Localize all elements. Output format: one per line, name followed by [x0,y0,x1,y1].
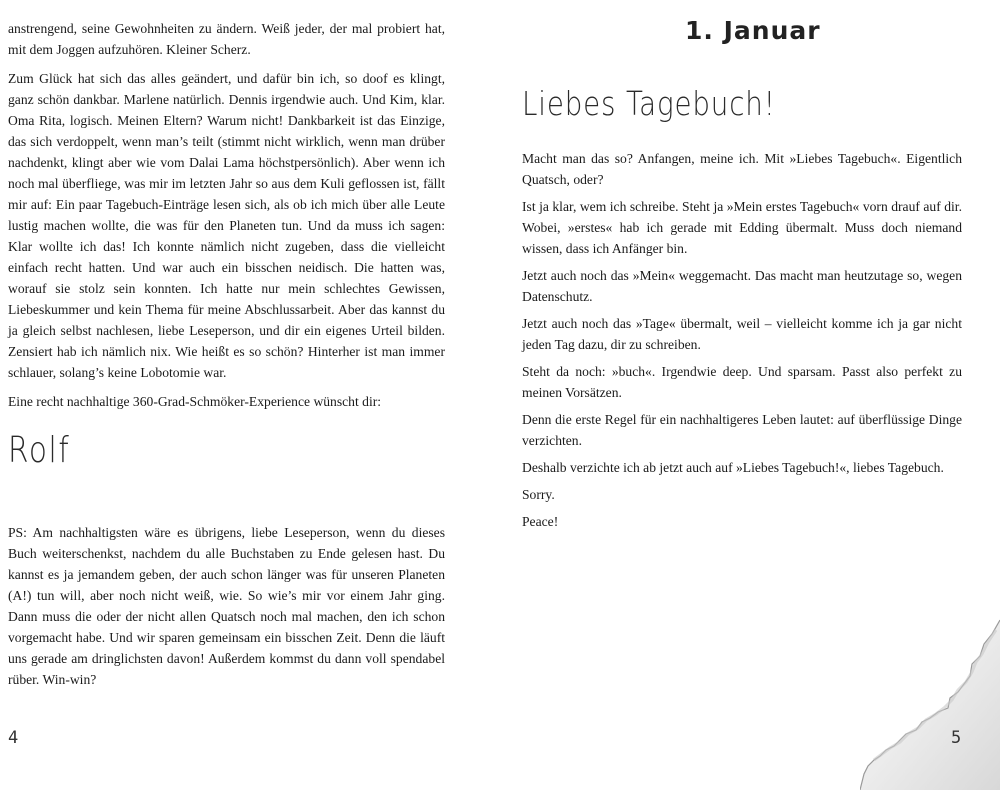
paragraph: Sorry. [522,487,555,502]
right-page [500,0,1000,800]
paragraph: Peace! [522,514,559,529]
diary-heading: Liebes Tagebuch! [522,84,776,123]
paragraph: Jetzt auch noch das »Tage« übermalt, weil – vielleicht komme ich ja gar nicht jeden Tag dazu, dir zu schreiben. [522,316,962,352]
chapter-title: 1. Januar [685,16,821,45]
page-number: 5 [951,728,962,748]
paragraph: Deshalb verzichte ich ab jetzt auch auf »Liebes Tagebuch!«, liebes Tagebuch. [522,460,944,475]
paragraph: Denn die erste Regel für ein nachhaltigeres Leben lautet: auf überflüssige Dinge verzichten. [522,412,962,448]
paragraph: Jetzt auch noch das »Mein« weggemacht. Das macht man heutzutage so, wegen Datenschutz. [522,268,962,304]
paragraph: Macht man das so? Anfangen, meine ich. Mit »Liebes Tagebuch«. Eigentlich Quatsch, oder? [522,151,962,187]
paragraph: Steht da noch: »buch«. Irgendwie deep. Und sparsam. Passt also perfekt zu meinen Vorsätzen. [522,364,962,400]
paragraph: PS: Am nachhaltigsten wäre es übrigens, liebe Leseperson, wenn du dieses Buch weiterschenkst, nachdem du alle Buchstaben zu Ende gelesen hast. Du kannst es ja jemandem geben, der auch schon länger was für unseren Planeten (A!) tun will, aber noch nicht weiß, wie. So wie’s mir vor einem Jahr ging. Dann muss die oder der nicht allen Quatsch noch mal machen, den ich schon vorgemacht habe. Und wir sparen gemeinsam ein bisschen Zeit. Denn die läuft uns gerade am dringlichsten davon! Außerdem kommst du dann voll spendabel rüber. Win-win? [8,525,445,687]
paragraph: Zum Glück hat sich das alles geändert, und dafür bin ich, so doof es klingt, ganz schön dankbar. Marlene natürlich. Dennis irgendwie auch. Und Kim, klar. Oma Rita, logisch. Meinen Eltern? Warum nicht! Dankbarkeit ist das Einzige, das sich verdoppelt, wenn man’s teilt (stimmt nicht wirklich, wenn man drüber nachdenkt, klingt aber wie vom Dalai Lama höchstpersönlich). Aber wenn ich noch mal überfliege, was mir im letzten Jahr so aus dem Kuli geflossen ist, fällt mir auf: Ein paar Tagebuch-Einträge lesen sich, als ob ich mich über alle Leute lustig machen wollte, die was für den Planeten tun. Und da muss ich sagen: Klar wollte ich das! Ich konnte nämlich nicht zugeben, dass die vielleicht einfach recht hatten. Und war auch ein bisschen neidisch. Die hatten was, worauf sie stolz sein konnten. Ich hatte nur mein schlechtes Gewissen, Liebeskummer und kein Thema für meine Abschlussarbeit. Aber das kannst du ja gleich selbst nachlesen, liebe Leseperson, und dir ein eigenes Urteil bilden. Zensiert hab ich nämlich nix. Wie heißt es so schön? Hinterher ist man immer schlauer, solang’s keine Lobotomie war. [8,71,445,380]
torn-page-corner-icon [860,600,1000,790]
page-number: 4 [8,728,19,748]
right-page-text [522,148,962,538]
paragraph: Eine recht nachhaltige 360-Grad-Schmöker-Experience wünscht dir: [8,394,382,409]
paragraph: Ist ja klar, wem ich schreibe. Steht ja »Mein erstes Tagebuch« vorn drauf auf dir. Wobei, »erstes« hab ich gerade mit Edding übermalt. Muss doch niemand wissen, dass ich Anfänger bin. [522,199,962,256]
signature: Rolf [8,430,71,471]
left-page-text [8,18,445,420]
postscript [8,522,445,698]
paragraph: anstrengend, seine Gewohnheiten zu ändern. Weiß jeder, der mal probiert hat, mit dem Joggen aufzuhören. Kleiner Scherz. [8,21,445,57]
